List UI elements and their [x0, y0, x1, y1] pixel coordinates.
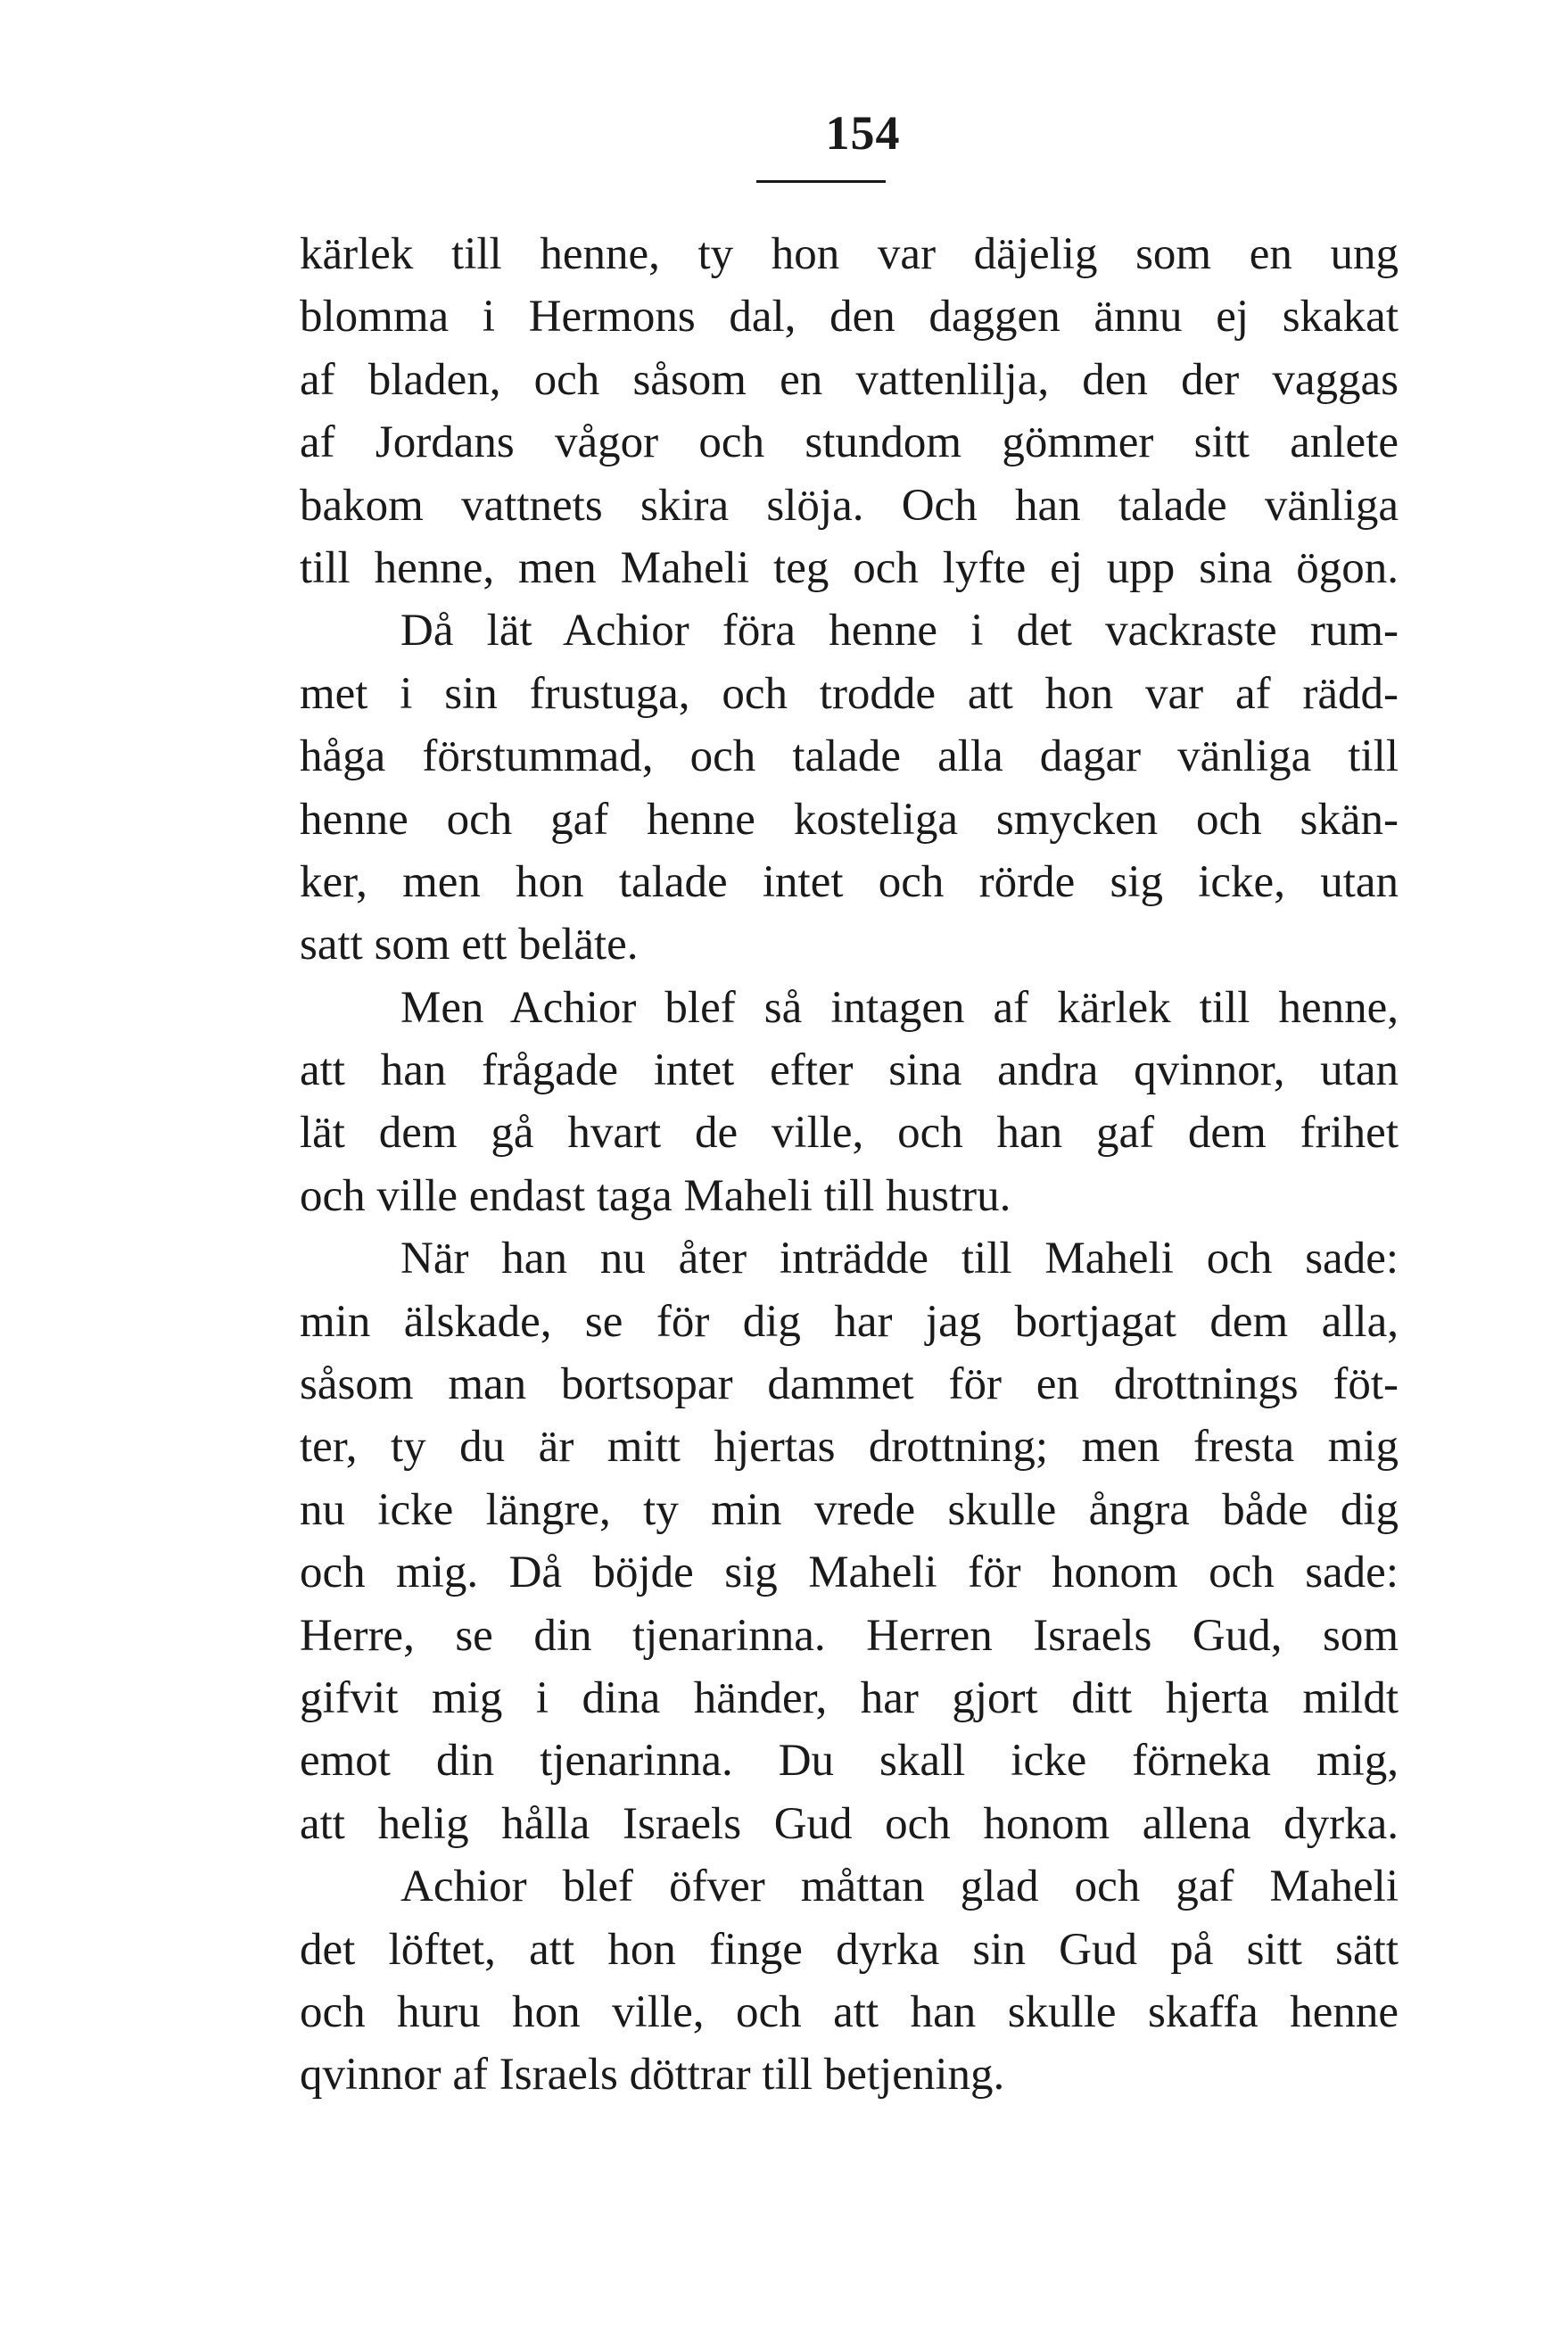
- text-line: att helig hålla Israels Gud och honom allena dyrka.: [300, 1798, 1399, 1849]
- text-line: till henne, men Maheli teg och lyfte ej upp sina ögon.: [300, 542, 1399, 593]
- text-line: och mig. Då böjde sig Maheli för honom och sade:: [300, 1548, 1399, 1598]
- text-line: ker, men hon talade intet och rörde sig icke, utan: [300, 856, 1399, 907]
- text-line: att han frågade intet efter sina andra qvinnor, utan: [300, 1045, 1399, 1096]
- text-line: blomma i Hermons dal, den daggen ännu ej skakat: [300, 292, 1399, 343]
- text-line: emot din tjenarinna. Du skall icke förneka mig,: [300, 1736, 1399, 1787]
- text-line: lät dem gå hvart de ville, och han gaf dem frihet: [300, 1108, 1399, 1159]
- text-line: henne och gaf henne kosteliga smycken och skän-: [300, 794, 1399, 845]
- text-line: det löftet, att hon finge dyrka sin Gud på sitt sätt: [300, 1924, 1399, 1975]
- text-line: af bladen, och såsom en vattenlilja, den der vaggas: [300, 354, 1399, 405]
- text-line: håga förstummad, och talade alla dagar vänliga till: [300, 731, 1399, 782]
- header-rule: [756, 180, 886, 183]
- text-line: bakom vattnets skira slöja. Och han talade vänliga: [300, 480, 1399, 531]
- text-line: Herre, se din tjenarinna. Herren Israels Gud, som: [300, 1610, 1399, 1661]
- text-line: och ville endast taga Maheli till hustru.: [300, 1170, 1011, 1221]
- text-line: såsom man bortsopar dammet för en drottnings föt-: [300, 1359, 1399, 1410]
- text-line: nu icke längre, ty min vrede skulle ångra både dig: [300, 1484, 1399, 1535]
- text-line: min älskade, se för dig har jag bortjagat dem alla,: [300, 1296, 1399, 1347]
- text-line: met i sin frustuga, och trodde att hon var af rädd-: [300, 668, 1399, 719]
- text-line: qvinnor af Israels döttrar till betjening.: [300, 2050, 1005, 2101]
- text-line: kärlek till henne, ty hon var däjelig som en ung: [300, 229, 1399, 279]
- text-line: gifvit mig i dina händer, har gjort ditt hjerta mildt: [300, 1672, 1399, 1723]
- text-line: Achior blef öfver måttan glad och gaf Maheli: [400, 1862, 1399, 1912]
- text-line: af Jordans vågor och stundom gömmer sitt anlete: [300, 417, 1399, 468]
- page-number: 154: [825, 106, 901, 160]
- text-line: När han nu åter inträdde till Maheli och sade:: [400, 1234, 1399, 1284]
- text-line: Då lät Achior föra henne i det vackraste rum-: [400, 606, 1399, 656]
- text-line: ter, ty du är mitt hjertas drottning; men fresta mig: [300, 1422, 1399, 1473]
- body-text: [300, 223, 1399, 2107]
- text-line: Men Achior blef så intagen af kärlek till henne,: [400, 982, 1399, 1033]
- text-line: och huru hon ville, och att han skulle skaffa henne: [300, 1986, 1399, 2037]
- text-line: satt som ett beläte.: [300, 920, 639, 970]
